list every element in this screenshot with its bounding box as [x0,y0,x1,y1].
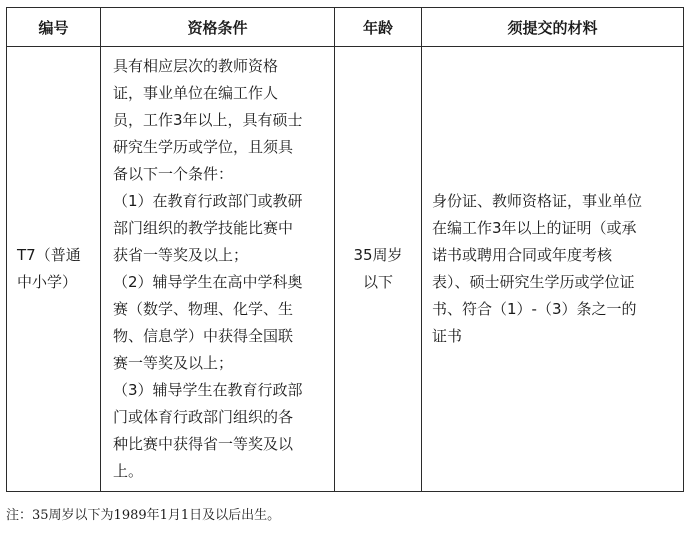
header-conditions: 资格条件 [101,8,335,47]
condition-line: （1）在教育行政部门或教研 [113,192,303,210]
material-line: 身份证、教师资格证，事业单位 [432,192,643,210]
material-line: 诺书或聘用合同或年度考核 [432,246,613,264]
cell-materials [422,47,684,492]
condition-line: （3）辅导学生在教育行政部 [113,381,303,399]
table-header-row [7,8,684,47]
condition-line: 部门组织的教学技能比赛中 [113,219,294,237]
material-line: 书、符合（1）-（3）条之一的 [432,300,637,318]
cell-age [335,47,422,492]
condition-line: 种比赛中获得省一等奖及以 [113,435,294,453]
condition-line: 备以下一个条件： [113,165,234,183]
header-code: 编号 [7,8,101,47]
code-text: T7（普通中小学） [17,246,81,291]
age-line: 35周岁 [353,246,403,264]
header-age: 年龄 [335,8,422,47]
condition-line: 员，工作3年以上，具有硕士 [113,111,303,129]
condition-line: 物、信息学）中获得全国联 [113,327,294,345]
condition-line: 获省一等奖及以上； [113,246,249,264]
header-materials: 须提交的材料 [422,8,684,47]
condition-line: 具有相应层次的教师资格 [113,57,279,75]
cell-code [7,47,101,492]
cell-conditions [101,47,335,492]
material-line: 证书 [432,327,463,345]
condition-line: （2）辅导学生在高中学科奥 [113,273,303,291]
footnote: 注：35周岁以下为1989年1月1日及以后出生。 [6,508,281,523]
material-line: 表）、硕士研究生学历或学位证 [432,273,635,291]
condition-line: 上。 [113,462,144,480]
condition-line: 赛一等奖及以上； [113,354,234,372]
condition-line: 证，事业单位在编工作人 [113,84,279,102]
qualification-table [6,7,684,492]
condition-line: 赛（数学、物理、化学、生 [113,300,294,318]
condition-line: 门或体育行政部门组织的各 [113,408,294,426]
condition-line: 研究生学历或学位，且须具 [113,138,294,156]
age-line: 以下 [362,273,393,291]
material-line: 在编工作3年以上的证明（或承 [432,219,637,237]
table-row [7,47,684,492]
